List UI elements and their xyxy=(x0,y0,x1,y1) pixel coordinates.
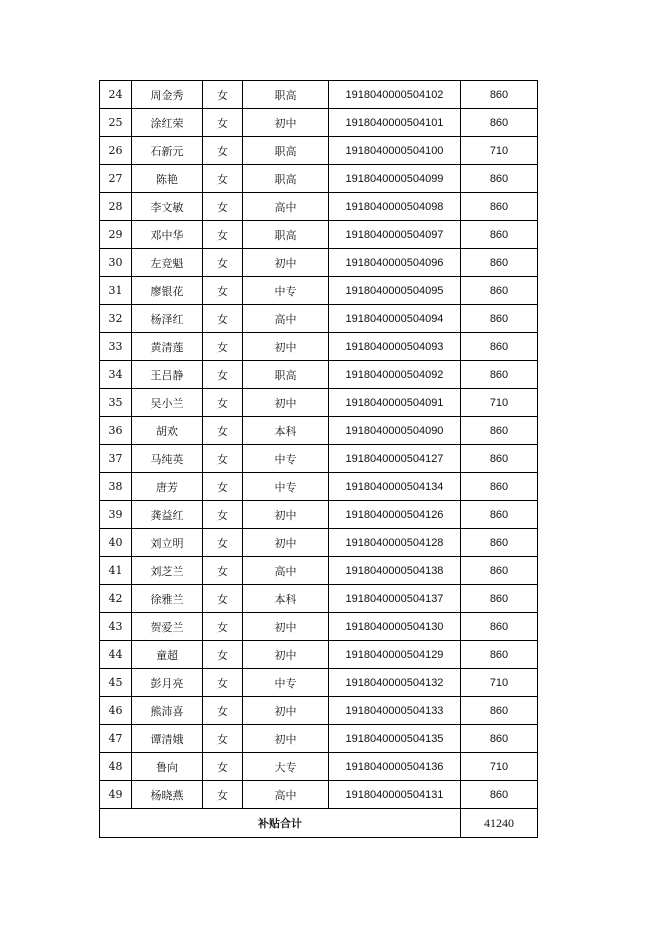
gender-cell: 女 xyxy=(203,333,243,361)
amount-cell: 860 xyxy=(461,165,538,193)
gender-cell: 女 xyxy=(203,501,243,529)
row-number-cell: 41 xyxy=(100,557,132,585)
name-cell: 童超 xyxy=(132,641,203,669)
gender-cell: 女 xyxy=(203,81,243,109)
row-number-cell: 40 xyxy=(100,529,132,557)
gender-cell: 女 xyxy=(203,697,243,725)
education-cell: 中专 xyxy=(243,445,329,473)
row-number-cell: 48 xyxy=(100,753,132,781)
table-row xyxy=(100,781,538,809)
row-number-cell: 28 xyxy=(100,193,132,221)
education-cell: 职高 xyxy=(243,137,329,165)
gender-cell: 女 xyxy=(203,165,243,193)
id-number-cell: 1918040000504126 xyxy=(329,501,461,529)
gender-cell: 女 xyxy=(203,193,243,221)
gender-cell: 女 xyxy=(203,277,243,305)
education-cell: 高中 xyxy=(243,305,329,333)
row-number-cell: 37 xyxy=(100,445,132,473)
subsidy-table xyxy=(99,80,538,838)
gender-cell: 女 xyxy=(203,109,243,137)
amount-cell: 860 xyxy=(461,81,538,109)
table-row xyxy=(100,305,538,333)
id-number-cell: 1918040000504099 xyxy=(329,165,461,193)
table-row xyxy=(100,613,538,641)
row-number-cell: 25 xyxy=(100,109,132,137)
row-number-cell: 32 xyxy=(100,305,132,333)
amount-cell: 860 xyxy=(461,641,538,669)
name-cell: 马纯英 xyxy=(132,445,203,473)
amount-cell: 860 xyxy=(461,725,538,753)
name-cell: 唐芳 xyxy=(132,473,203,501)
gender-cell: 女 xyxy=(203,417,243,445)
amount-cell: 860 xyxy=(461,445,538,473)
table-row xyxy=(100,81,538,109)
name-cell: 鲁向 xyxy=(132,753,203,781)
name-cell: 贺爱兰 xyxy=(132,613,203,641)
row-number-cell: 33 xyxy=(100,333,132,361)
education-cell: 初中 xyxy=(243,109,329,137)
education-cell: 大专 xyxy=(243,753,329,781)
id-number-cell: 1918040000504095 xyxy=(329,277,461,305)
id-number-cell: 1918040000504137 xyxy=(329,585,461,613)
name-cell: 彭月亮 xyxy=(132,669,203,697)
name-cell: 刘芝兰 xyxy=(132,557,203,585)
gender-cell: 女 xyxy=(203,473,243,501)
row-number-cell: 47 xyxy=(100,725,132,753)
id-number-cell: 1918040000504131 xyxy=(329,781,461,809)
amount-cell: 860 xyxy=(461,697,538,725)
education-cell: 初中 xyxy=(243,529,329,557)
amount-cell: 860 xyxy=(461,473,538,501)
amount-cell: 710 xyxy=(461,753,538,781)
education-cell: 初中 xyxy=(243,725,329,753)
amount-cell: 860 xyxy=(461,333,538,361)
table-row xyxy=(100,669,538,697)
education-cell: 中专 xyxy=(243,473,329,501)
name-cell: 杨晓燕 xyxy=(132,781,203,809)
gender-cell: 女 xyxy=(203,249,243,277)
amount-cell: 860 xyxy=(461,249,538,277)
row-number-cell: 49 xyxy=(100,781,132,809)
row-number-cell: 27 xyxy=(100,165,132,193)
gender-cell: 女 xyxy=(203,305,243,333)
gender-cell: 女 xyxy=(203,445,243,473)
name-cell: 黄清莲 xyxy=(132,333,203,361)
id-number-cell: 1918040000504133 xyxy=(329,697,461,725)
name-cell: 廖银花 xyxy=(132,277,203,305)
id-number-cell: 1918040000504096 xyxy=(329,249,461,277)
id-number-cell: 1918040000504090 xyxy=(329,417,461,445)
table-row xyxy=(100,501,538,529)
amount-cell: 860 xyxy=(461,501,538,529)
name-cell: 胡欢 xyxy=(132,417,203,445)
gender-cell: 女 xyxy=(203,585,243,613)
table-row xyxy=(100,445,538,473)
id-number-cell: 1918040000504129 xyxy=(329,641,461,669)
total-value: 41240 xyxy=(461,809,538,838)
name-cell: 谭清娥 xyxy=(132,725,203,753)
table-row xyxy=(100,641,538,669)
education-cell: 初中 xyxy=(243,249,329,277)
name-cell: 李文敏 xyxy=(132,193,203,221)
id-number-cell: 1918040000504136 xyxy=(329,753,461,781)
amount-cell: 860 xyxy=(461,109,538,137)
name-cell: 杨泽红 xyxy=(132,305,203,333)
education-cell: 初中 xyxy=(243,389,329,417)
gender-cell: 女 xyxy=(203,781,243,809)
table-row xyxy=(100,697,538,725)
table-row xyxy=(100,165,538,193)
row-number-cell: 36 xyxy=(100,417,132,445)
id-number-cell: 1918040000504101 xyxy=(329,109,461,137)
name-cell: 左竞魁 xyxy=(132,249,203,277)
table-body xyxy=(100,81,538,809)
table-row xyxy=(100,109,538,137)
id-number-cell: 1918040000504138 xyxy=(329,557,461,585)
row-number-cell: 46 xyxy=(100,697,132,725)
table-row xyxy=(100,277,538,305)
gender-cell: 女 xyxy=(203,613,243,641)
education-cell: 初中 xyxy=(243,613,329,641)
id-number-cell: 1918040000504094 xyxy=(329,305,461,333)
amount-cell: 860 xyxy=(461,305,538,333)
education-cell: 职高 xyxy=(243,221,329,249)
row-number-cell: 29 xyxy=(100,221,132,249)
gender-cell: 女 xyxy=(203,529,243,557)
education-cell: 本科 xyxy=(243,585,329,613)
row-number-cell: 42 xyxy=(100,585,132,613)
education-cell: 高中 xyxy=(243,557,329,585)
name-cell: 熊沛喜 xyxy=(132,697,203,725)
education-cell: 职高 xyxy=(243,165,329,193)
table-row xyxy=(100,361,538,389)
amount-cell: 710 xyxy=(461,137,538,165)
name-cell: 邓中华 xyxy=(132,221,203,249)
table-row xyxy=(100,389,538,417)
amount-cell: 860 xyxy=(461,613,538,641)
id-number-cell: 1918040000504098 xyxy=(329,193,461,221)
name-cell: 徐雅兰 xyxy=(132,585,203,613)
education-cell: 高中 xyxy=(243,193,329,221)
id-number-cell: 1918040000504127 xyxy=(329,445,461,473)
education-cell: 中专 xyxy=(243,277,329,305)
education-cell: 初中 xyxy=(243,333,329,361)
education-cell: 初中 xyxy=(243,697,329,725)
gender-cell: 女 xyxy=(203,669,243,697)
subsidy-table-sheet xyxy=(99,80,537,838)
amount-cell: 710 xyxy=(461,669,538,697)
id-number-cell: 1918040000504100 xyxy=(329,137,461,165)
name-cell: 王吕静 xyxy=(132,361,203,389)
gender-cell: 女 xyxy=(203,557,243,585)
gender-cell: 女 xyxy=(203,361,243,389)
name-cell: 刘立明 xyxy=(132,529,203,557)
amount-cell: 860 xyxy=(461,417,538,445)
name-cell: 龚益红 xyxy=(132,501,203,529)
gender-cell: 女 xyxy=(203,753,243,781)
row-number-cell: 44 xyxy=(100,641,132,669)
row-number-cell: 35 xyxy=(100,389,132,417)
row-number-cell: 26 xyxy=(100,137,132,165)
name-cell: 周金秀 xyxy=(132,81,203,109)
amount-cell: 860 xyxy=(461,361,538,389)
gender-cell: 女 xyxy=(203,221,243,249)
amount-cell: 860 xyxy=(461,557,538,585)
table-row xyxy=(100,221,538,249)
table-row xyxy=(100,137,538,165)
name-cell: 陈艳 xyxy=(132,165,203,193)
table-row xyxy=(100,753,538,781)
gender-cell: 女 xyxy=(203,641,243,669)
amount-cell: 860 xyxy=(461,277,538,305)
id-number-cell: 1918040000504135 xyxy=(329,725,461,753)
amount-cell: 860 xyxy=(461,781,538,809)
total-row xyxy=(100,809,538,838)
row-number-cell: 30 xyxy=(100,249,132,277)
amount-cell: 860 xyxy=(461,193,538,221)
name-cell: 涂红荣 xyxy=(132,109,203,137)
education-cell: 高中 xyxy=(243,781,329,809)
gender-cell: 女 xyxy=(203,725,243,753)
row-number-cell: 45 xyxy=(100,669,132,697)
education-cell: 初中 xyxy=(243,501,329,529)
row-number-cell: 34 xyxy=(100,361,132,389)
gender-cell: 女 xyxy=(203,137,243,165)
amount-cell: 860 xyxy=(461,585,538,613)
education-cell: 初中 xyxy=(243,641,329,669)
education-cell: 本科 xyxy=(243,417,329,445)
table-row xyxy=(100,529,538,557)
id-number-cell: 1918040000504132 xyxy=(329,669,461,697)
table-row xyxy=(100,417,538,445)
id-number-cell: 1918040000504097 xyxy=(329,221,461,249)
name-cell: 吴小兰 xyxy=(132,389,203,417)
table-row xyxy=(100,473,538,501)
amount-cell: 710 xyxy=(461,389,538,417)
row-number-cell: 43 xyxy=(100,613,132,641)
amount-cell: 860 xyxy=(461,529,538,557)
table-row xyxy=(100,725,538,753)
table-row xyxy=(100,585,538,613)
row-number-cell: 39 xyxy=(100,501,132,529)
table-row xyxy=(100,557,538,585)
education-cell: 中专 xyxy=(243,669,329,697)
row-number-cell: 24 xyxy=(100,81,132,109)
id-number-cell: 1918040000504091 xyxy=(329,389,461,417)
row-number-cell: 31 xyxy=(100,277,132,305)
table-row xyxy=(100,333,538,361)
row-number-cell: 38 xyxy=(100,473,132,501)
education-cell: 职高 xyxy=(243,361,329,389)
table-row xyxy=(100,249,538,277)
id-number-cell: 1918040000504128 xyxy=(329,529,461,557)
id-number-cell: 1918040000504093 xyxy=(329,333,461,361)
id-number-cell: 1918040000504102 xyxy=(329,81,461,109)
id-number-cell: 1918040000504092 xyxy=(329,361,461,389)
id-number-cell: 1918040000504130 xyxy=(329,613,461,641)
id-number-cell: 1918040000504134 xyxy=(329,473,461,501)
table-row xyxy=(100,193,538,221)
total-label: 补贴合计 xyxy=(100,809,461,838)
gender-cell: 女 xyxy=(203,389,243,417)
name-cell: 石新元 xyxy=(132,137,203,165)
amount-cell: 860 xyxy=(461,221,538,249)
education-cell: 职高 xyxy=(243,81,329,109)
